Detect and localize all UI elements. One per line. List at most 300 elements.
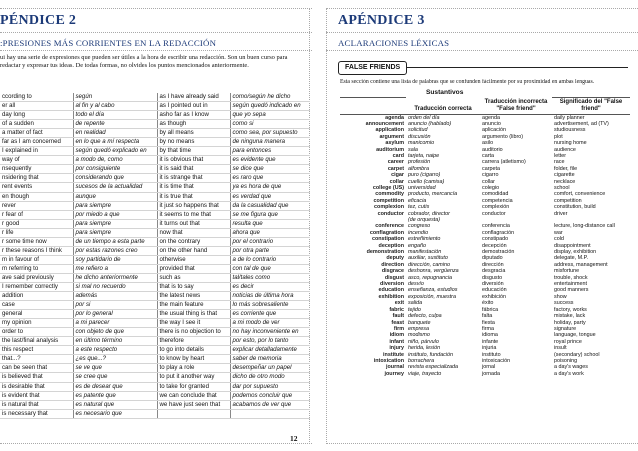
spanish-expression: como si (230, 120, 310, 129)
spanish-expression: si mal no recuerdo (73, 282, 157, 291)
english-expression: it seems to me that (157, 210, 230, 219)
spanish-expression: por consiguiente (73, 165, 157, 174)
table-row (340, 191, 630, 197)
table-row (0, 255, 310, 264)
spanish-expression: da la casualidad que (230, 201, 310, 210)
false-friend: dirección (482, 261, 504, 268)
correct-translation: empresa (408, 325, 429, 332)
false-friend: idioma (482, 332, 498, 339)
english-word: argument (379, 133, 404, 140)
spanish-expression: noticias de última hora (230, 292, 310, 301)
correct-translation: revista especializada (408, 364, 459, 371)
false-friend-meaning: misfortune (554, 268, 580, 275)
correct-translation: producto, mercancía (408, 191, 458, 198)
table-row (0, 400, 310, 409)
english-word: asylum (385, 140, 404, 147)
english-expression: nsidering that (0, 174, 73, 183)
english-expression: by no means (157, 138, 230, 147)
false-friend-meaning: entertainment (554, 281, 587, 288)
correct-translation: borrachera (408, 357, 435, 364)
appendix-2-intro: ui hay una serie de expresiones que pueden ser útiles a la hora de escribir una redacción. Son un buen curso para redactar y expresar tus ideas. De todas formas, no olvides los puntos mencionados anteriormente. (0, 54, 288, 70)
false-friend-meaning: address, management (554, 261, 608, 268)
spanish-expression: en lo que a mí respecta (73, 138, 157, 147)
subtitle-dotted-rule (0, 50, 312, 51)
spanish-expression: por lo general (73, 310, 157, 319)
english-word: institute (383, 351, 404, 358)
bottom-dotted-border (326, 443, 638, 444)
false-friend: jornal (482, 364, 496, 371)
spanish-expression: ¿es que...? (73, 355, 157, 364)
english-word: feast (391, 319, 404, 326)
table-row (0, 120, 310, 129)
english-expression: day long (0, 111, 73, 120)
english-expression (157, 409, 230, 418)
english-word: collar (389, 178, 404, 185)
spanish-expression: que yo sepa (230, 111, 310, 120)
english-expression: to play a role (157, 364, 230, 373)
english-word: direction (381, 261, 404, 268)
english-word: auditorium (376, 146, 404, 153)
table-row (0, 409, 310, 418)
false-friend: comodidad (482, 191, 509, 198)
english-expression: that...? (0, 355, 73, 364)
false-friend: anuncio (482, 120, 501, 127)
false-friend: carpeta (482, 165, 500, 172)
false-friend-meaning: language, tongue (554, 332, 596, 339)
table-row (0, 391, 310, 400)
false-friend: intoxicación (482, 357, 511, 364)
appendix-3-title: APÉNDICE 3 (338, 13, 425, 28)
correct-translation: puro (cigarro) (408, 172, 441, 179)
table-row (340, 223, 630, 229)
spanish-expression: es necesario que (73, 409, 157, 418)
english-expression: that is to say (157, 282, 230, 291)
spanish-expression: en realidad (73, 129, 157, 138)
header-correct-translation: Traducción correcta (406, 97, 480, 114)
english-word: conflagration (369, 229, 404, 236)
false-friend: agenda (482, 114, 500, 121)
spanish-expression: a mi parecer (73, 319, 157, 328)
correct-translation: estreñimiento (408, 236, 441, 243)
table-row (340, 287, 630, 293)
english-word: deputy (386, 255, 404, 262)
table-row (0, 210, 310, 219)
table-row (0, 273, 310, 282)
english-word: fault (392, 313, 404, 320)
correct-translation: herida, lesión (408, 345, 441, 352)
correct-translation: enseñanza, estudios (408, 287, 458, 294)
correct-translation: tez, cutis (408, 204, 430, 211)
english-expression: case (0, 301, 73, 310)
english-word: announcement (365, 120, 404, 127)
english-word: career (387, 159, 404, 166)
false-friend: colegio (482, 184, 500, 191)
english-expression: r these reasons I think (0, 246, 73, 255)
english-expression: far as I am concerned (0, 138, 73, 147)
false-friend-meaning: audience (554, 146, 576, 153)
left-dotted-border (326, 8, 327, 444)
correct-translation: auxiliar, sustituto (408, 255, 448, 262)
false-friend-meaning: signature (554, 325, 577, 332)
correct-translation: banquete (408, 319, 431, 326)
false-friend: fábrica (482, 306, 499, 313)
false-friend: asilo (482, 140, 494, 147)
subtitle-dotted-rule (326, 50, 638, 51)
false-friend-meaning: studiousness (554, 127, 586, 134)
table-row (340, 204, 630, 210)
english-word: conductor (377, 210, 404, 217)
english-expression: order to (0, 328, 73, 337)
table-row (0, 246, 310, 255)
spanish-expression: es verdad que (230, 192, 310, 201)
english-expression: way of (0, 156, 73, 165)
spanish-expression: ahora que (230, 228, 310, 237)
table-row (0, 183, 310, 192)
table-row (0, 301, 310, 310)
false-friend-meaning: necklace (554, 178, 576, 185)
correct-translation: profesión (408, 159, 431, 166)
english-word: agenda (385, 114, 404, 121)
correct-translation: universidad (408, 184, 436, 191)
table-row (0, 165, 310, 174)
false-friend-meaning: constitution, build (554, 204, 596, 211)
bottom-dotted-border (0, 443, 312, 444)
english-expression: on the contrary (157, 237, 230, 246)
table-row (0, 237, 310, 246)
table-row (0, 310, 310, 319)
false-friend-meaning: race (554, 159, 565, 166)
correct-translation: asco, repugnancia (408, 274, 453, 281)
english-expression: of a sudden (0, 120, 73, 129)
false-friend: exhibición (482, 293, 506, 300)
false-friend-meaning: comfort, convenience (554, 191, 606, 198)
false-friend-meaning: lecture, long-distance call (554, 223, 615, 230)
spanish-expression: se ve que (73, 364, 157, 373)
english-expression: I explained in (0, 147, 73, 156)
english-word: exhibition (378, 293, 404, 300)
table-row (0, 373, 310, 382)
false-friend-meaning: success (554, 300, 574, 307)
correct-translation: modismo (408, 332, 430, 339)
spanish-expression (230, 409, 310, 418)
false-friend-meaning: advertisement, ad (TV) (554, 120, 609, 127)
false-friend-meaning: display, exhibition (554, 249, 597, 256)
english-word: education (378, 287, 404, 294)
false-friend-meaning: school (554, 184, 570, 191)
english-expression: by that time (157, 147, 230, 156)
english-word: idiom (389, 332, 404, 339)
english-expression: it is time that (157, 183, 230, 192)
spanish-expression: saber de memoria (230, 355, 310, 364)
title-dotted-rule (0, 32, 312, 33)
english-expression: I remember correctly (0, 282, 73, 291)
english-word: card (392, 152, 404, 159)
spanish-expression: es de desear que (73, 382, 157, 391)
correct-translation: deshonra, vergüenza (408, 268, 459, 275)
spanish-expression: por esto, por lo tanto (230, 337, 310, 346)
english-expression: is necessary that (0, 409, 73, 418)
false-friend: cigarro (482, 172, 499, 179)
english-expression: the usual thing is that (157, 310, 230, 319)
false-friend: diputado (482, 255, 503, 262)
false-friend-meaning: cold (554, 236, 564, 243)
spanish-expression: por estas razones creo (73, 246, 157, 255)
english-word: injury (389, 345, 404, 352)
english-expression: nsequently (0, 165, 73, 174)
spanish-expression: es evidente que (230, 156, 310, 165)
false-friend: falta (482, 313, 493, 320)
false-friend: infante (482, 338, 499, 345)
spanish-expression: según quedó indicado en (230, 102, 310, 111)
english-expression: m referring to (0, 264, 73, 273)
spanish-expression: he dicho anteriormente (73, 273, 157, 282)
spanish-expression: soy partidario de (73, 255, 157, 264)
expressions-table (0, 93, 310, 419)
correct-translation: tarjeta, naipe (408, 152, 440, 159)
false-friend-meaning: factory, works (554, 306, 587, 313)
spanish-expression: a de lo contrario (230, 255, 310, 264)
english-expression: to put it another way (157, 373, 230, 382)
english-expression: now that (157, 228, 230, 237)
english-expression: r good (0, 219, 73, 228)
table-row (340, 371, 630, 377)
table-row (0, 147, 310, 156)
false-friend-meaning: daily planner (554, 114, 585, 121)
english-expression: to know by heart (157, 355, 230, 364)
correct-translation: incendio (408, 229, 429, 236)
spanish-expression: es patente que (73, 391, 157, 400)
false-friend: demostración (482, 249, 515, 256)
spanish-expression: desempeñar un papel (230, 364, 310, 373)
correct-translation: desvío (408, 281, 424, 288)
english-expression: there is no objection to (157, 328, 230, 337)
false-friend: carta (482, 152, 494, 159)
false-friend-meaning: plot (554, 133, 563, 140)
false-friend: competencia (482, 197, 513, 204)
correct-translation: viaje, trayecto (408, 370, 442, 377)
english-expression: to go into details (157, 346, 230, 355)
english-word: application (375, 127, 404, 134)
correct-translation: sala (408, 146, 418, 153)
appendix-2-subtitle: :PRESIONES MÁS CORRIENTES EN LA REDACCIÓN (0, 38, 217, 48)
false-friend: conferencia (482, 223, 510, 230)
false-friend-meaning: nursing home (554, 140, 587, 147)
english-word: disgust (384, 274, 404, 281)
table-row (340, 114, 630, 121)
section-heading-sustantivos: Sustantivos (426, 89, 464, 96)
english-word: journey (384, 370, 404, 377)
english-expression: to take for granted (157, 382, 230, 391)
false-friends-label: FALSE FRIENDS (338, 61, 407, 75)
spanish-expression: explicar detalladamente (230, 346, 310, 355)
english-expression: as I pointed out in (157, 102, 230, 111)
spanish-expression: dar por supuesto (230, 382, 310, 391)
false-friend: diversión (482, 281, 504, 288)
english-expression: r some time now (0, 237, 73, 246)
spanish-expression: a mi modo de ver (230, 319, 310, 328)
english-word: cigar (391, 172, 404, 179)
spanish-expression: para siempre (73, 219, 157, 228)
english-expression: general (0, 310, 73, 319)
false-friend: aplicación (482, 127, 506, 134)
false-friend-meaning: letter (554, 152, 566, 159)
english-expression: the way I see it (157, 319, 230, 328)
false-friend: educación (482, 287, 507, 294)
english-expression: otherwise (157, 255, 230, 264)
correct-translation: cobrador, director (408, 210, 450, 217)
english-expression: it is strange that (157, 174, 230, 183)
false-friend-meaning: mistake, lack (554, 313, 586, 320)
spanish-expression: me refiero a (73, 264, 157, 273)
spanish-expression: es natural que (73, 400, 157, 409)
table-row (0, 292, 310, 301)
false-friend-meaning: competition (554, 197, 582, 204)
false-friends-description: Esta sección contiene una lista de palabras que se confunden fácilmente por su proximidad en ambas lenguas. (340, 79, 595, 85)
spanish-expression: con tal de que (230, 264, 310, 273)
false-friend: conflagración (482, 229, 515, 236)
correct-translation: eficacia (408, 197, 427, 204)
false-friend-meaning: a day's wages (554, 364, 588, 371)
correct-translation: (de orquesta) (408, 217, 441, 223)
english-word: firm (393, 325, 404, 332)
english-expression: is natural that (0, 400, 73, 409)
spanish-expression: se dice que (230, 165, 310, 174)
spanish-expression: de ninguna manera (230, 138, 310, 147)
english-word: complexion (374, 204, 404, 211)
table-row (0, 102, 310, 111)
correct-translation: congreso (408, 223, 431, 230)
correct-translation: cuello (camisa) (408, 178, 445, 185)
false-friend-meaning: good manners (554, 287, 589, 294)
english-expression: we can conclude that (157, 391, 230, 400)
correct-translation: anuncio (hablado) (408, 120, 452, 127)
english-expression: the latest news (157, 292, 230, 301)
english-word: disgrace (381, 268, 404, 275)
english-expression: it just so happens that (157, 201, 230, 210)
spanish-expression: de repente (73, 120, 157, 129)
english-expression: as though (157, 120, 230, 129)
english-word: commodity (375, 191, 404, 198)
table-row (0, 264, 310, 273)
header-false-friend-meaning: Significado del "False friend" (552, 97, 630, 114)
spanish-expression: de un tiempo a esta parte (73, 237, 157, 246)
spanish-expression: por si (73, 301, 157, 310)
english-expression: rent events (0, 183, 73, 192)
english-expression: the last/final analysis (0, 337, 73, 346)
page-number: 12 (290, 434, 298, 443)
english-expression: a matter of fact (0, 129, 73, 138)
table-row (0, 219, 310, 228)
english-word: competition (373, 197, 404, 204)
english-expression: such as (157, 273, 230, 282)
correct-translation: exposición, muestra (408, 293, 456, 300)
spanish-expression: tal/tales como (230, 273, 310, 282)
spanish-expression: en último término (73, 337, 157, 346)
spanish-expression: por el contrario (230, 237, 310, 246)
false-friend: fiesta (482, 319, 495, 326)
right-page (326, 8, 638, 444)
english-expression: on the other hand (157, 246, 230, 255)
spanish-expression: es decir (230, 282, 310, 291)
table-row (0, 328, 310, 337)
table-row (0, 201, 310, 210)
english-expression: is desirable that (0, 382, 73, 391)
english-word: fabric (389, 306, 404, 313)
table-row (0, 111, 310, 120)
correct-translation: alfombra (408, 165, 429, 172)
spanish-expression: lo más sobresaliente (230, 301, 310, 310)
spanish-expression: al fin y al cabo (73, 102, 157, 111)
spanish-expression: es raro que (230, 174, 310, 183)
english-word: deception (378, 242, 404, 249)
correct-translation: orden del día (408, 114, 440, 121)
table-row (0, 364, 310, 373)
false-friend: injuria (482, 345, 497, 352)
english-word: infant (389, 338, 404, 345)
spanish-expression: a este respecto (73, 346, 157, 355)
false-friend: carrera (atletismo) (482, 159, 526, 166)
english-expression: addition (0, 292, 73, 301)
false-friend-meaning: folder, file (554, 165, 578, 172)
correct-translation: tejido (408, 306, 421, 313)
english-expression: my opinion (0, 319, 73, 328)
spanish-expression: es corriente que (230, 310, 310, 319)
false-friend-meaning: insult (554, 345, 567, 352)
appendix-2-title: PÉNDICE 2 (0, 13, 77, 28)
false-friend-meaning: poisoning (554, 357, 578, 364)
spanish-expression: resulta que (230, 219, 310, 228)
table-row (0, 174, 310, 183)
english-word: demonstration (366, 249, 404, 256)
english-expression: as I have already said (157, 93, 230, 102)
english-expression: en though (0, 192, 73, 201)
english-expression: is believed that (0, 373, 73, 382)
english-word: intoxication (373, 357, 404, 364)
table-row (0, 337, 310, 346)
table-row (0, 138, 310, 147)
table-row (340, 352, 630, 358)
table-row (0, 382, 310, 391)
spanish-expression: para entonces (230, 147, 310, 156)
english-expression: m in favour of (0, 255, 73, 264)
table-row (0, 355, 310, 364)
left-page (0, 8, 312, 444)
spanish-expression: como/según he dicho (230, 93, 310, 102)
correct-translation: niño, párvulo (408, 338, 439, 345)
false-friend: auditorio (482, 146, 503, 153)
english-expression: it is said that (157, 165, 230, 174)
spanish-expression: además (73, 292, 157, 301)
spanish-expression: considerando que (73, 174, 157, 183)
false-friend: conductor (482, 210, 506, 217)
english-word: diversion (380, 281, 404, 288)
spanish-expression: para siempre (73, 228, 157, 237)
false-friend-meaning: trouble, shock (554, 274, 588, 281)
english-expression: it is true that (157, 192, 230, 201)
english-expression: provided that (157, 264, 230, 273)
spanish-expression: se cree que (73, 373, 157, 382)
false-friend: disgusto (482, 274, 503, 281)
spanish-expression: no hay inconveniente en (230, 328, 310, 337)
false-friend-meaning: (secondary) school (554, 351, 600, 358)
english-expression: r fear of (0, 210, 73, 219)
top-dotted-border (326, 8, 638, 9)
correct-translation: engaño (408, 242, 426, 249)
header-incorrect-translation: Traducción incorrecta "False friend" (480, 97, 552, 114)
spanish-expression: acabamos de ver que (230, 400, 310, 409)
false-friend: jornada (482, 370, 500, 377)
english-expression: by all means (157, 129, 230, 138)
